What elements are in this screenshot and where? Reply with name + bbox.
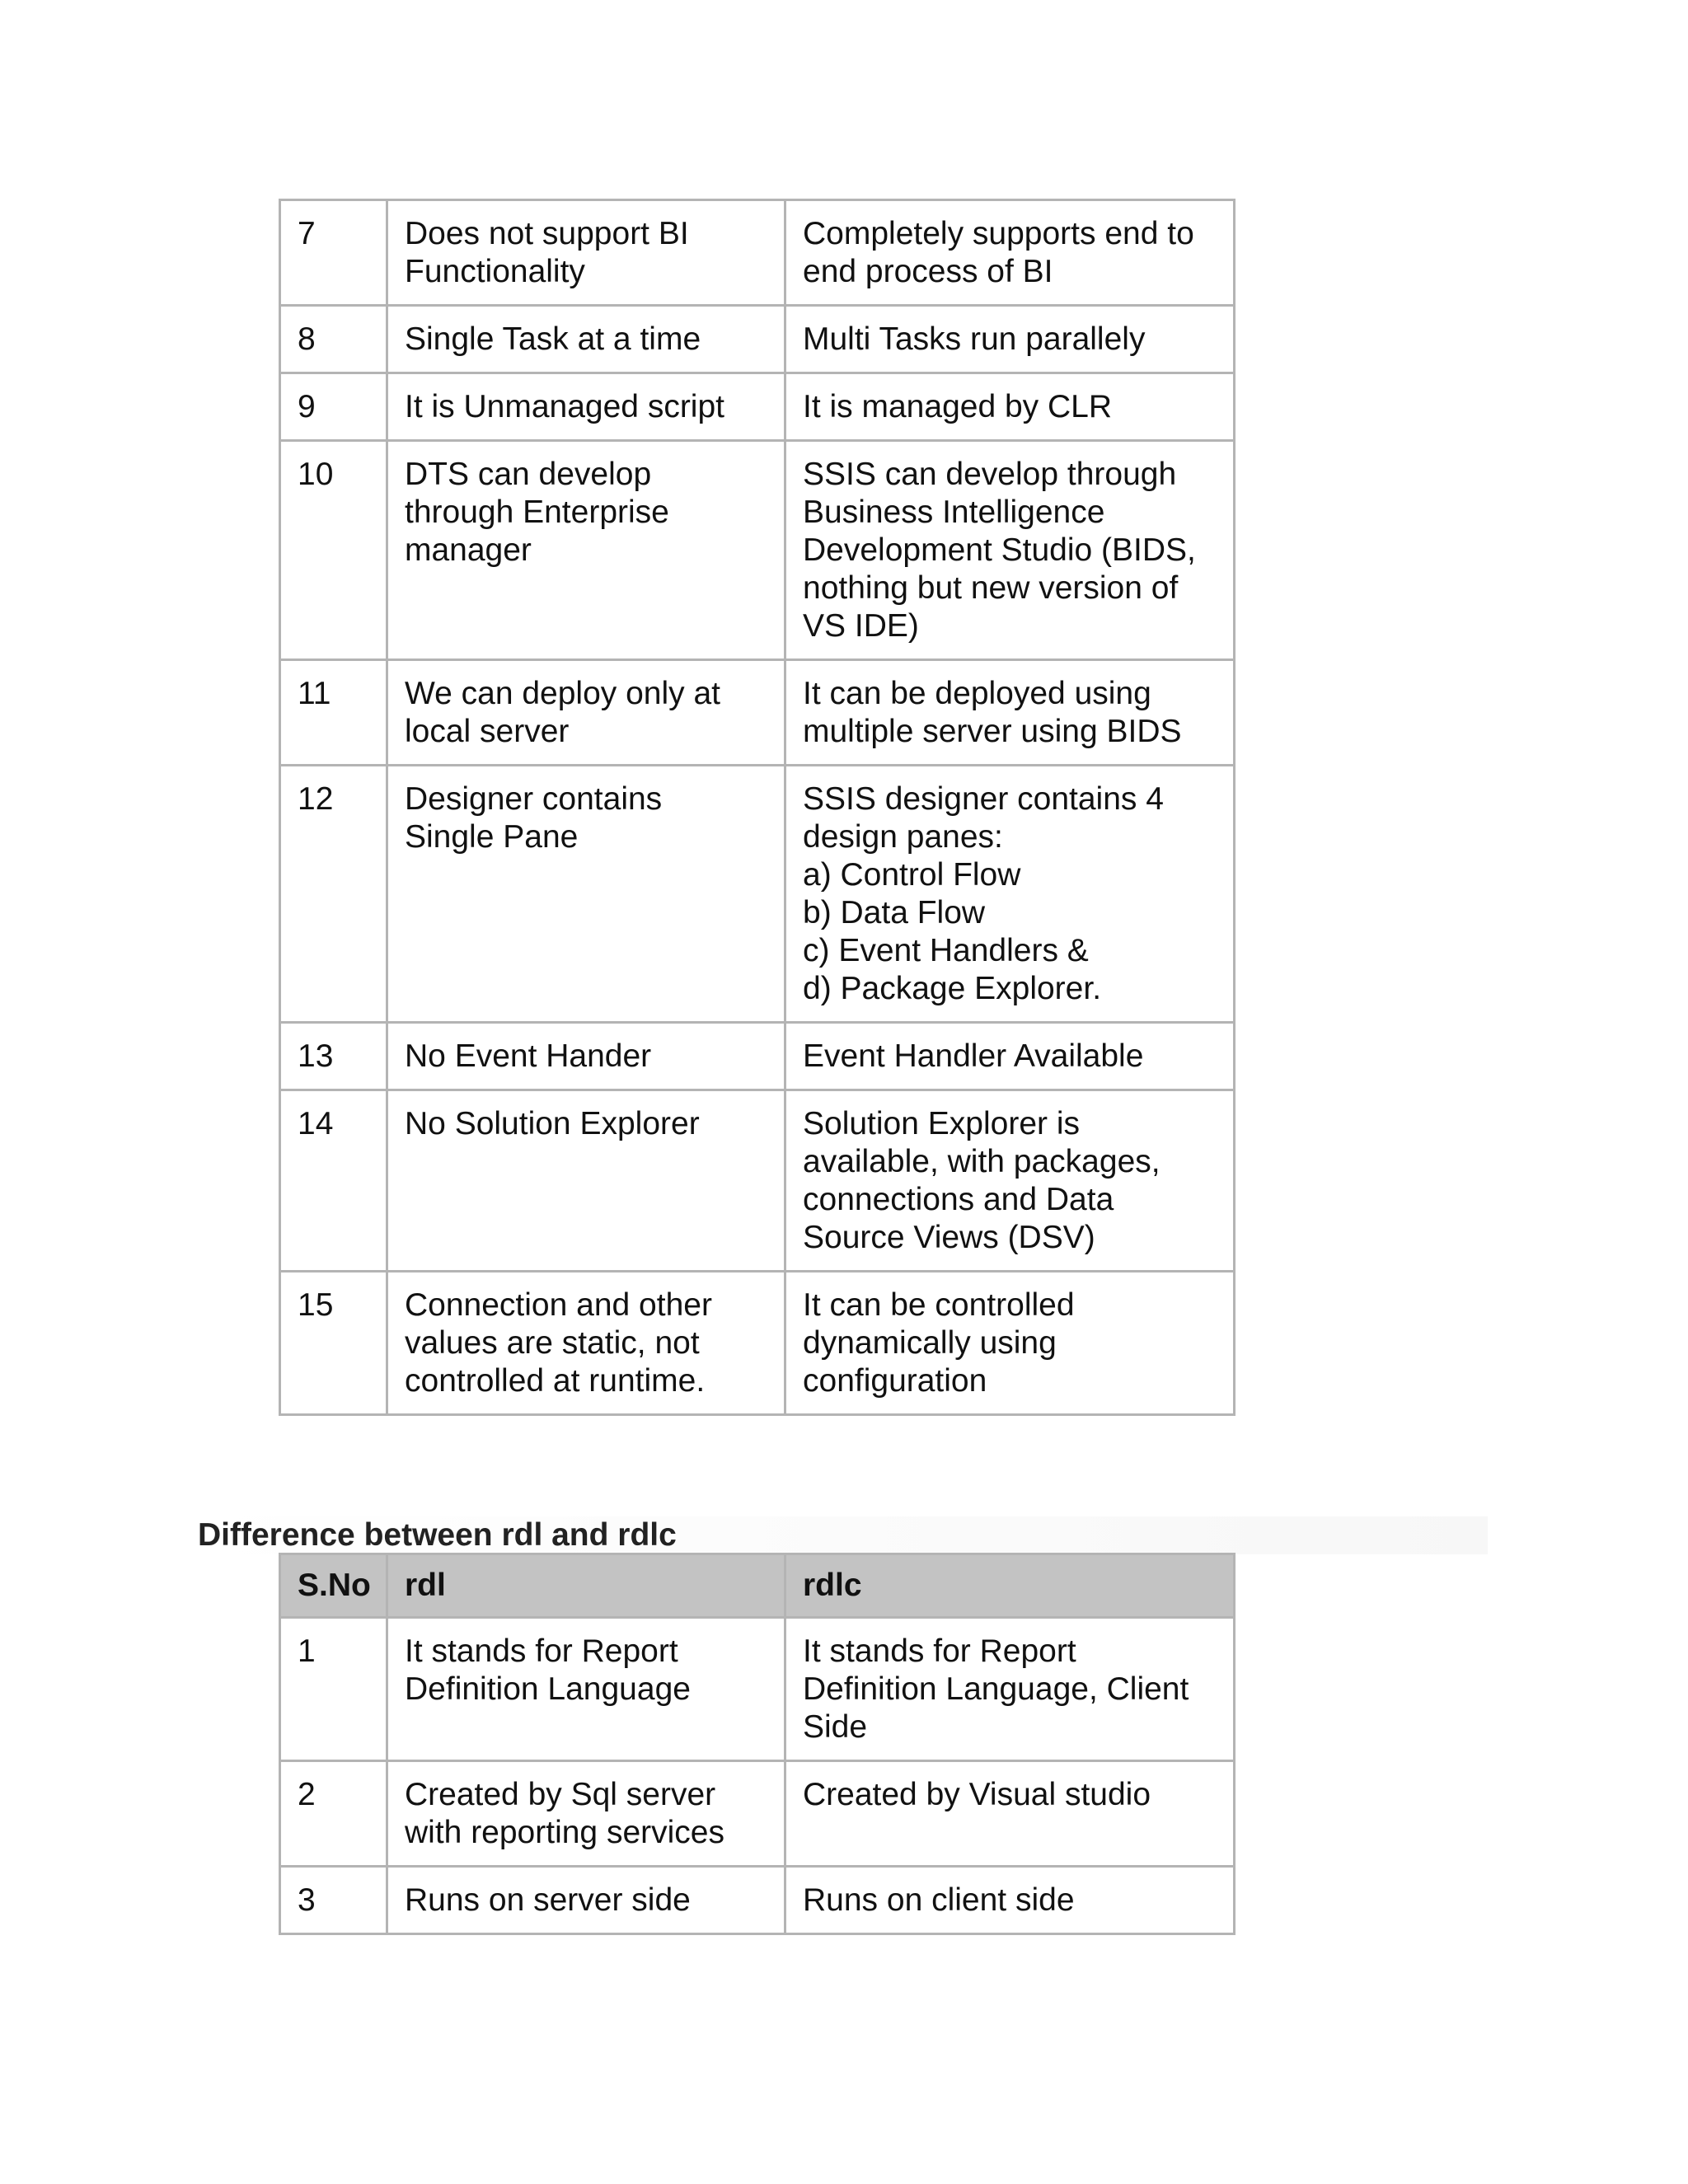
comparison-table-body: [280, 1618, 1235, 1934]
table-row: [280, 373, 1235, 441]
comparison-table-rdl-rdlc: [279, 1553, 1236, 1935]
section-title-rdl-rdlc: Difference between rdl and rdlc: [198, 1516, 1488, 1554]
left-column-cell: It stands for Report Definition Language: [387, 1618, 785, 1761]
table-header-row: [280, 1554, 1235, 1618]
comparison-table-body: [280, 200, 1235, 1415]
comparison-table-dts-ssis: [279, 199, 1236, 1416]
right-column-cell: Solution Explorer is available, with packages, connections and Data Source Views (DSV): [785, 1090, 1235, 1272]
row-number-cell: 1: [280, 1618, 387, 1761]
table-row: [280, 660, 1235, 766]
row-number-cell: 11: [280, 660, 387, 766]
row-number-cell: 3: [280, 1867, 387, 1934]
table-row: [280, 1023, 1235, 1090]
right-column-cell: SSIS can develop through Business Intelligence Development Studio (BIDS, nothing but new version of VS IDE): [785, 441, 1235, 660]
row-number-cell: 9: [280, 373, 387, 441]
table-row: [280, 1867, 1235, 1934]
right-column-cell: Created by Visual studio: [785, 1761, 1235, 1867]
table-row: [280, 1272, 1235, 1415]
table-row: [280, 766, 1235, 1023]
right-column-cell: It can be controlled dynamically using configuration: [785, 1272, 1235, 1415]
right-column-cell: It is managed by CLR: [785, 373, 1235, 441]
row-number-cell: 12: [280, 766, 387, 1023]
left-column-cell: No Solution Explorer: [387, 1090, 785, 1272]
right-column-cell: Multi Tasks run parallely: [785, 306, 1235, 373]
left-column-cell: DTS can develop through Enterprise manager: [387, 441, 785, 660]
row-number-cell: 14: [280, 1090, 387, 1272]
left-column-cell: Does not support BI Functionality: [387, 200, 785, 306]
table-row: [280, 1761, 1235, 1867]
table-row: [280, 441, 1235, 660]
right-column-cell: Completely supports end to end process of BI: [785, 200, 1235, 306]
right-column-cell: Event Handler Available: [785, 1023, 1235, 1090]
left-column-cell: Runs on server side: [387, 1867, 785, 1934]
header-rdl: rdl: [387, 1554, 785, 1618]
table-row: [280, 1090, 1235, 1272]
row-number-cell: 7: [280, 200, 387, 306]
row-number-cell: 15: [280, 1272, 387, 1415]
right-column-cell: SSIS designer contains 4 design panes: a) Control Flow b) Data Flow c) Event Handlers & d) Package Explorer.: [785, 766, 1235, 1023]
left-column-cell: Created by Sql server with reporting services: [387, 1761, 785, 1867]
row-number-cell: 8: [280, 306, 387, 373]
row-number-cell: 13: [280, 1023, 387, 1090]
row-number-cell: 10: [280, 441, 387, 660]
header-rdlc: rdlc: [785, 1554, 1235, 1618]
right-column-cell: It can be deployed using multiple server using BIDS: [785, 660, 1235, 766]
left-column-cell: No Event Hander: [387, 1023, 785, 1090]
header-sno: S.No: [280, 1554, 387, 1618]
table-row: [280, 306, 1235, 373]
row-number-cell: 2: [280, 1761, 387, 1867]
right-column-cell: Runs on client side: [785, 1867, 1235, 1934]
table-row: [280, 1618, 1235, 1761]
left-column-cell: Single Task at a time: [387, 306, 785, 373]
left-column-cell: Connection and other values are static, not controlled at runtime.: [387, 1272, 785, 1415]
right-column-cell: It stands for Report Definition Language, Client Side: [785, 1618, 1235, 1761]
left-column-cell: It is Unmanaged script: [387, 373, 785, 441]
table-row: [280, 200, 1235, 306]
left-column-cell: Designer contains Single Pane: [387, 766, 785, 1023]
left-column-cell: We can deploy only at local server: [387, 660, 785, 766]
